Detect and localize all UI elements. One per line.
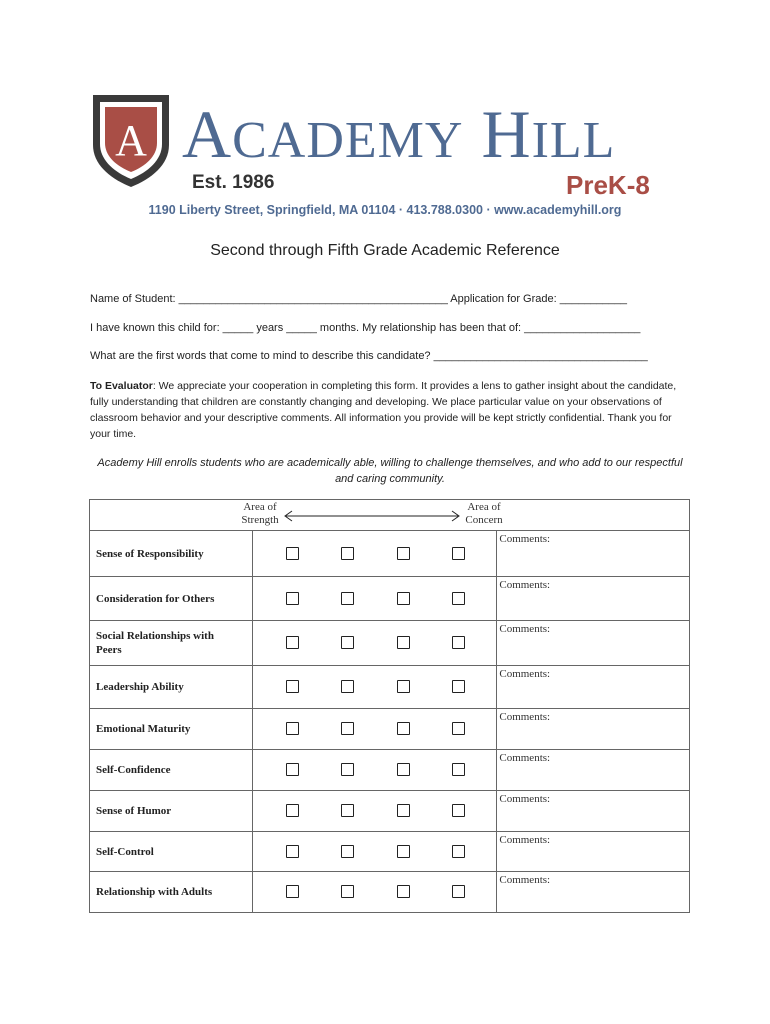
- rating-checkbox-2[interactable]: [341, 680, 354, 693]
- comments-cell[interactable]: [497, 577, 690, 621]
- brand-name: ACADEMY HILL: [182, 96, 616, 172]
- scale-header: [90, 500, 690, 531]
- rating-checkbox-1[interactable]: [286, 722, 299, 735]
- rating-options: [252, 832, 497, 872]
- trait-row-5: [90, 709, 690, 750]
- comments-label: Comments:: [499, 668, 551, 680]
- comments-label: Comments:: [499, 579, 551, 591]
- rating-checkbox-3[interactable]: [397, 636, 410, 649]
- trait-row-6: [90, 750, 690, 791]
- rating-options: [252, 577, 497, 621]
- rating-checkbox-2[interactable]: [341, 885, 354, 898]
- trait-row-4: [90, 666, 690, 709]
- document-title: Second through Fifth Grade Academic Reference: [210, 242, 560, 259]
- rating-checkbox-4[interactable]: [452, 636, 465, 649]
- rating-checkbox-3[interactable]: [397, 763, 410, 776]
- rating-options: [252, 621, 497, 666]
- comments-label: Comments:: [499, 623, 551, 635]
- rating-checkbox-4[interactable]: [452, 680, 465, 693]
- rating-checkbox-3[interactable]: [397, 547, 410, 560]
- rating-checkbox-3[interactable]: [397, 680, 410, 693]
- trait-label: Self-Control: [90, 832, 253, 872]
- shield-logo-icon: [91, 93, 171, 189]
- rating-checkbox-1[interactable]: [286, 592, 299, 605]
- rating-options: [252, 791, 497, 832]
- rating-checkbox-2[interactable]: [341, 592, 354, 605]
- comments-label: Comments:: [499, 874, 551, 886]
- rating-checkbox-2[interactable]: [341, 636, 354, 649]
- comments-cell[interactable]: [497, 791, 690, 832]
- known-duration-field[interactable]: I have known this child for: _____ years _____ months. My relationship has been that of: ___________________: [90, 322, 641, 334]
- rating-options: [252, 872, 497, 913]
- rating-checkbox-4[interactable]: [452, 845, 465, 858]
- rating-checkbox-2[interactable]: [341, 845, 354, 858]
- rating-checkbox-1[interactable]: [286, 763, 299, 776]
- rating-checkbox-3[interactable]: [397, 804, 410, 817]
- rating-checkbox-4[interactable]: [452, 804, 465, 817]
- rating-checkbox-4[interactable]: [452, 885, 465, 898]
- rating-checkbox-4[interactable]: [452, 722, 465, 735]
- rating-checkbox-1[interactable]: [286, 680, 299, 693]
- trait-label: Emotional Maturity: [90, 709, 253, 750]
- scale-arrow-icon: [282, 510, 462, 522]
- rating-checkbox-2[interactable]: [341, 804, 354, 817]
- rating-checkbox-4[interactable]: [452, 547, 465, 560]
- scale-header-row: [90, 500, 690, 531]
- trait-row-7: [90, 791, 690, 832]
- trait-row-9: [90, 872, 690, 913]
- rating-checkbox-4[interactable]: [452, 763, 465, 776]
- rating-checkbox-2[interactable]: [341, 547, 354, 560]
- comments-cell[interactable]: [497, 621, 690, 666]
- rating-table: [89, 499, 690, 913]
- comments-label: Comments:: [499, 793, 551, 805]
- comments-label: Comments:: [499, 752, 551, 764]
- strength-label: Area of Strength: [241, 501, 279, 526]
- school-motto: Academy Hill enrolls students who are academically able, willing to challenge themselves, and who add to our respectful and caring community.: [97, 457, 683, 485]
- rating-options: [252, 750, 497, 791]
- trait-label: Leadership Ability: [90, 666, 253, 709]
- comments-cell[interactable]: [497, 531, 690, 577]
- rating-checkbox-1[interactable]: [286, 845, 299, 858]
- school-address: 1190 Liberty Street, Springfield, MA 01104 · 413.788.0300 · www.academyhill.org: [148, 203, 622, 217]
- grade-range: PreK-8: [566, 170, 650, 200]
- rating-checkbox-4[interactable]: [452, 592, 465, 605]
- rating-options: [252, 666, 497, 709]
- comments-cell[interactable]: [497, 832, 690, 872]
- trait-label: Sense of Responsibility: [90, 531, 253, 577]
- comments-cell[interactable]: [497, 709, 690, 750]
- rating-checkbox-3[interactable]: [397, 722, 410, 735]
- rating-checkbox-3[interactable]: [397, 592, 410, 605]
- concern-label: Area of Concern: [465, 501, 503, 526]
- rating-checkbox-1[interactable]: [286, 804, 299, 817]
- trait-row-2: [90, 577, 690, 621]
- letterhead: [0, 0, 770, 230]
- comments-label: Comments:: [499, 834, 551, 846]
- rating-checkbox-2[interactable]: [341, 763, 354, 776]
- rating-options: [252, 709, 497, 750]
- trait-label: Consideration for Others: [90, 577, 253, 621]
- trait-label: Social Relationships with Peers: [90, 621, 253, 666]
- rating-checkbox-2[interactable]: [341, 722, 354, 735]
- trait-label: Self-Confidence: [90, 750, 253, 791]
- rating-checkbox-1[interactable]: [286, 885, 299, 898]
- evaluator-instructions: [90, 378, 690, 442]
- shield-initial: A: [115, 116, 147, 165]
- rating-checkbox-3[interactable]: [397, 845, 410, 858]
- trait-label: Sense of Humor: [90, 791, 253, 832]
- trait-label: Relationship with Adults: [90, 872, 253, 913]
- first-words-field[interactable]: What are the first words that come to mind to describe this candidate? ___________________________________: [90, 350, 648, 362]
- rating-options: [252, 531, 497, 577]
- comments-label: Comments:: [499, 711, 551, 723]
- comments-cell[interactable]: [497, 666, 690, 709]
- trait-row-1: [90, 531, 690, 577]
- trait-row-3: [90, 621, 690, 666]
- trait-row-8: [90, 832, 690, 872]
- comments-label: Comments:: [499, 533, 551, 545]
- established-year: Est. 1986: [192, 172, 275, 193]
- instructions-text: : We appreciate your cooperation in completing this form. It provides a lens to gather insight about the candidate, fully understanding that children are constantly changing and developing. We place particular value on your observations of classroom behavior and your descriptive comments. All information you provide will be kept strictly confidential. Thank you for your time.: [90, 380, 677, 440]
- comments-cell[interactable]: [497, 750, 690, 791]
- student-name-field[interactable]: Name of Student: ____________________________________________ Application for Grade: ___________: [90, 293, 628, 305]
- rating-checkbox-1[interactable]: [286, 547, 299, 560]
- rating-checkbox-3[interactable]: [397, 885, 410, 898]
- rating-checkbox-1[interactable]: [286, 636, 299, 649]
- comments-cell[interactable]: [497, 872, 690, 913]
- instructions-lead: To Evaluator: [90, 380, 153, 392]
